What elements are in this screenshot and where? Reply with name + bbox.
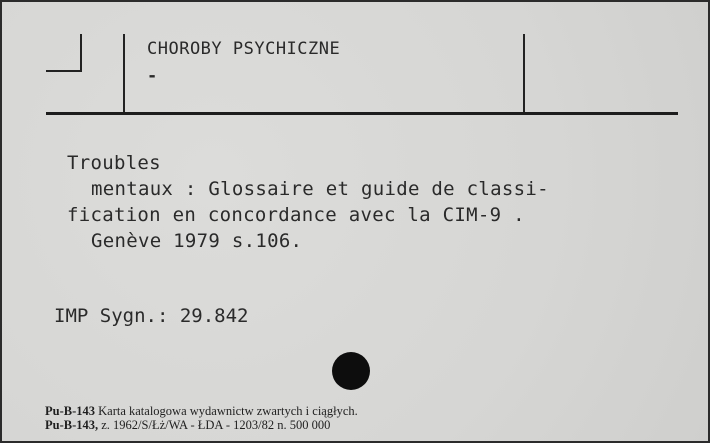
call-number-label: IMP Sygn.: bbox=[54, 305, 169, 327]
entry-title-line-3: fication en concordance avec la CIM-9 . bbox=[67, 204, 525, 226]
footer-line-1 bbox=[45, 404, 358, 419]
call-number-value: 29.842 bbox=[179, 305, 249, 327]
subject-subheading-dash: - bbox=[147, 66, 158, 86]
footer-text-1: Karta katalogowa wydawnictw zwartych i ciągłych. bbox=[98, 404, 358, 418]
header-rule bbox=[46, 112, 678, 115]
entry-imprint-line: Genève 1979 s.106. bbox=[91, 230, 303, 252]
card-punch-hole bbox=[332, 352, 370, 390]
corner-mark bbox=[46, 34, 82, 72]
entry-title-line-1: Troubles bbox=[67, 152, 161, 174]
footer-text-2: z. 1962/S/Łż/WA - ŁDA - 1203/82 n. 500 000 bbox=[101, 418, 331, 432]
right-column-divider bbox=[523, 34, 525, 112]
call-number bbox=[54, 305, 248, 327]
footer-line-2 bbox=[45, 418, 330, 433]
entry-title-line-2: mentaux : Glossaire et guide de classi- bbox=[91, 178, 549, 200]
left-column-divider bbox=[123, 34, 125, 112]
footer-code-2: Pu-B-143, bbox=[45, 418, 99, 432]
subject-heading: CHOROBY PSYCHICZNE bbox=[147, 39, 341, 59]
footer-code-1: Pu-B-143 bbox=[45, 404, 95, 418]
